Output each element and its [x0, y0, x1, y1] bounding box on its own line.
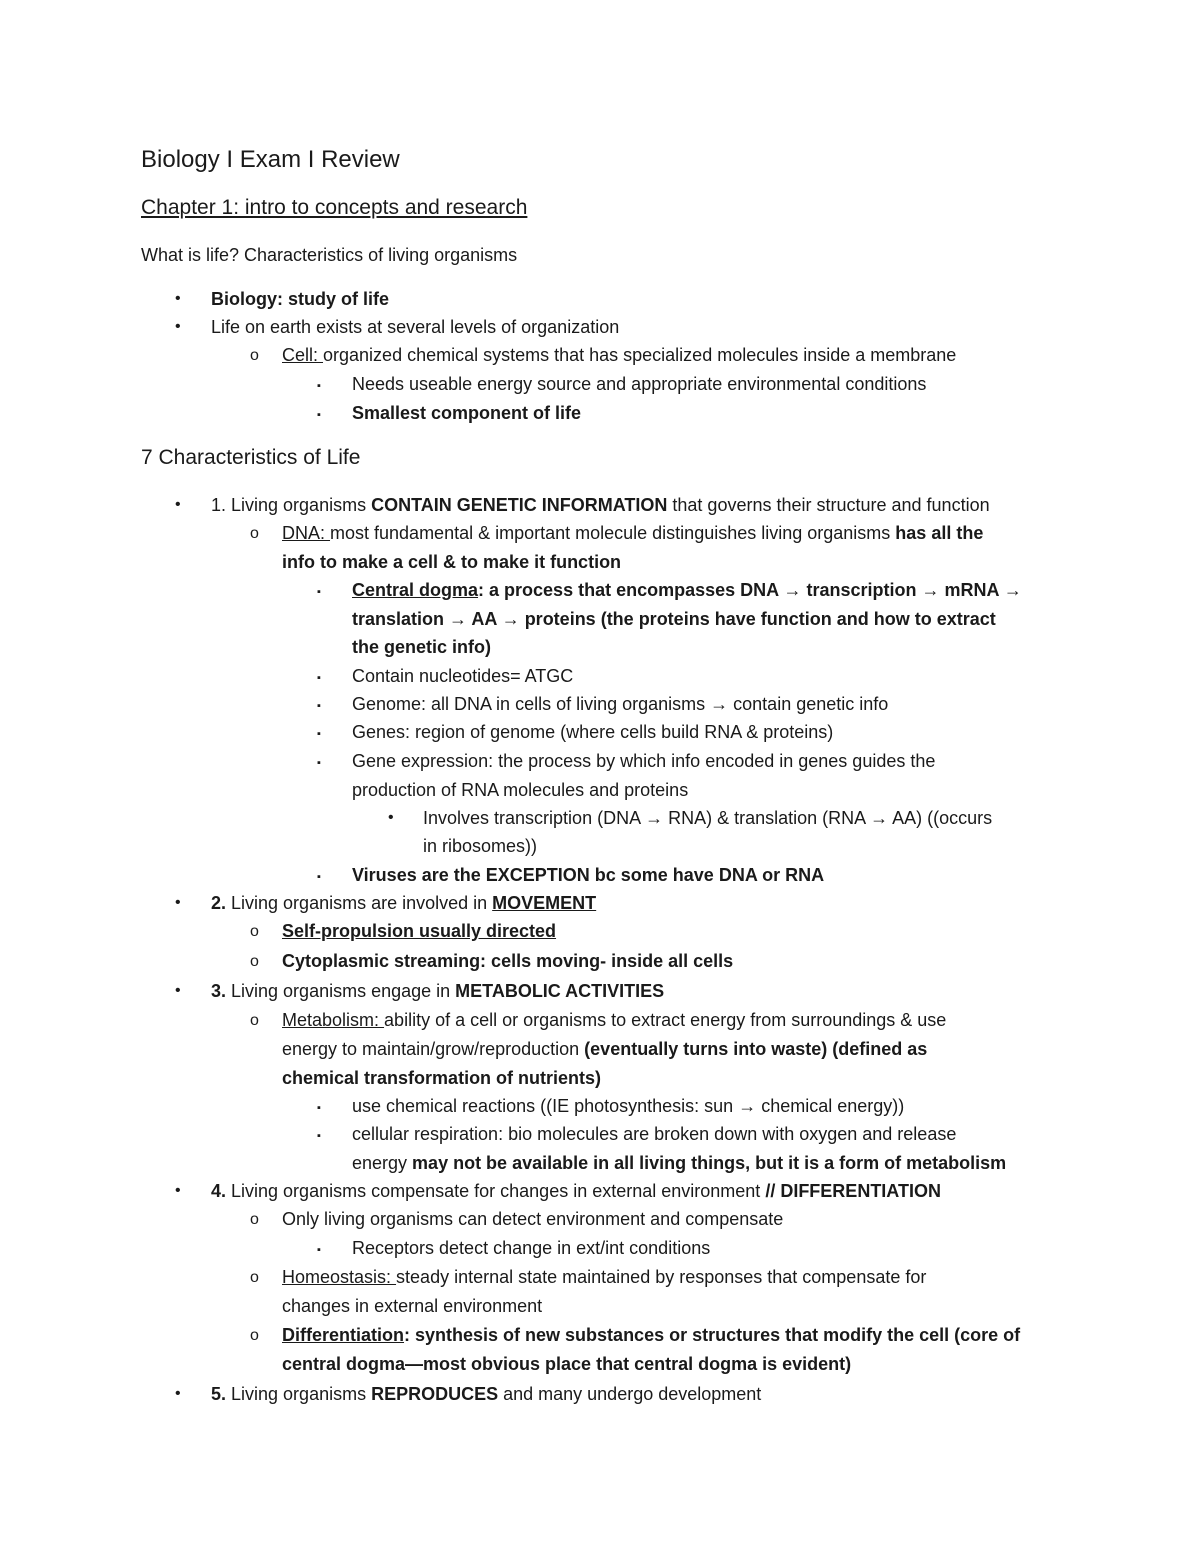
list-item: Genes: region of genome (where cells build RNA & proteins) — [352, 722, 834, 742]
list-item: Differentiation: synthesis of new substances or structures that modify the cell (core of — [282, 1325, 1021, 1345]
bullet-circle: o — [250, 1269, 259, 1286]
list-item-continuation: production of RNA molecules and proteins — [352, 780, 689, 800]
list-item: Cytoplasmic streaming: cells moving- inside all cells — [282, 951, 734, 971]
list-item: Only living organisms can detect environment and compensate — [282, 1209, 784, 1229]
list-item: Biology: study of life — [211, 289, 389, 309]
arrow-icon: → — [645, 808, 664, 828]
list-item: Smallest component of life — [352, 403, 582, 423]
document-title: Biology I Exam I Review — [141, 146, 400, 173]
arrow-icon: → — [738, 1096, 757, 1116]
list-item-continuation: the genetic info) — [352, 637, 491, 657]
bullet-circle: o — [250, 1327, 259, 1344]
list-item: cellular respiration: bio molecules are broken down with oxygen and release — [352, 1124, 957, 1144]
list-item-continuation: translation → AA → proteins (the proteins have function and how to extract — [352, 609, 996, 629]
arrow-icon: → — [921, 580, 940, 600]
arrow-icon: → — [783, 580, 802, 600]
section-heading: 7 Characteristics of Life — [141, 446, 361, 469]
chapter-heading: Chapter 1: intro to concepts and research — [141, 196, 528, 219]
arrow-icon: → — [710, 694, 729, 714]
arrow-icon: → — [1003, 580, 1022, 600]
list-item: Receptors detect change in ext/int conditions — [352, 1238, 711, 1258]
bullet-dot: • — [175, 290, 181, 307]
bullet-circle: o — [250, 923, 259, 940]
list-item-continuation: central dogma—most obvious place that central dogma is evident) — [282, 1354, 852, 1374]
list-item: Viruses are the EXCEPTION bc some have DNA or RNA — [352, 865, 825, 885]
list-item: 4. Living organisms compensate for changes in external environment // DIFFERENTIATION — [211, 1181, 941, 1201]
bullet-square: ▪ — [317, 1130, 321, 1142]
list-item: Cell: organized chemical systems that has specialized molecules inside a membrane — [282, 345, 957, 365]
list-item: Metabolism: ability of a cell or organisms to extract energy from surroundings & use — [282, 1010, 947, 1030]
list-item-continuation: chemical transformation of nutrients) — [282, 1068, 602, 1088]
bullet-square: ▪ — [317, 1244, 321, 1256]
bullet-square: ▪ — [317, 728, 321, 740]
bullet-dot: • — [175, 496, 181, 513]
list-item: 2. Living organisms are involved in MOVEMENT — [211, 893, 597, 913]
bullet-circle: o — [250, 953, 259, 970]
bullet-circle: o — [250, 525, 259, 542]
list-item: Involves transcription (DNA → RNA) & translation (RNA → AA) ((occurs — [423, 808, 993, 828]
list-item-continuation: energy may not be available in all living things, but it is a form of metabolism — [352, 1153, 1007, 1173]
bullet-circle: o — [250, 1211, 259, 1228]
list-item: use chemical reactions ((IE photosynthesis: sun → chemical energy)) — [352, 1096, 905, 1116]
list-item-continuation: energy to maintain/grow/reproduction (eventually turns into waste) (defined as — [282, 1039, 928, 1059]
arrow-icon: → — [870, 808, 889, 828]
list-item: Homeostasis: steady internal state maintained by responses that compensate for — [282, 1267, 927, 1287]
bullet-square: ▪ — [317, 700, 321, 712]
bullet-dot: • — [175, 1385, 181, 1402]
bullet-square: ▪ — [317, 672, 321, 684]
list-item: Gene expression: the process by which info encoded in genes guides the — [352, 751, 936, 771]
bullet-dot: • — [175, 894, 181, 911]
bullet-square: ▪ — [317, 409, 321, 421]
bullet-square: ▪ — [317, 871, 321, 883]
list-item: 3. Living organisms engage in METABOLIC ACTIVITIES — [211, 981, 665, 1001]
intro-line: What is life? Characteristics of living organisms — [141, 245, 518, 265]
bullet-square: ▪ — [317, 1102, 321, 1114]
bullet-dot: • — [388, 809, 394, 826]
bullet-circle: o — [250, 347, 259, 364]
list-item: Self-propulsion usually directed — [282, 921, 557, 941]
list-item-continuation: in ribosomes)) — [423, 836, 538, 856]
bullet-dot: • — [175, 318, 181, 335]
bullet-circle: o — [250, 1012, 259, 1029]
arrow-icon: → — [501, 609, 520, 629]
bullet-square: ▪ — [317, 380, 321, 392]
list-item-continuation: changes in external environment — [282, 1296, 543, 1316]
list-item: DNA: most fundamental & important molecule distinguishes living organisms has all the — [282, 523, 984, 543]
arrow-icon: → — [449, 609, 468, 629]
list-item: 1. Living organisms CONTAIN GENETIC INFORMATION that governs their structure and function — [211, 495, 990, 515]
bullet-square: ▪ — [317, 757, 321, 769]
bullet-square: ▪ — [317, 586, 321, 598]
list-item: Needs useable energy source and appropriate environmental conditions — [352, 374, 927, 394]
bullet-dot: • — [175, 1182, 181, 1199]
list-item: Genome: all DNA in cells of living organisms → contain genetic info — [352, 694, 889, 714]
list-item: 5. Living organisms REPRODUCES and many undergo development — [211, 1384, 762, 1404]
list-item: Contain nucleotides= ATGC — [352, 666, 574, 686]
list-item-continuation: info to make a cell & to make it function — [282, 552, 622, 572]
list-item: Life on earth exists at several levels of organization — [211, 317, 620, 337]
bullet-dot: • — [175, 982, 181, 999]
list-item: Central dogma: a process that encompasses DNA → transcription → mRNA → — [352, 580, 1022, 600]
